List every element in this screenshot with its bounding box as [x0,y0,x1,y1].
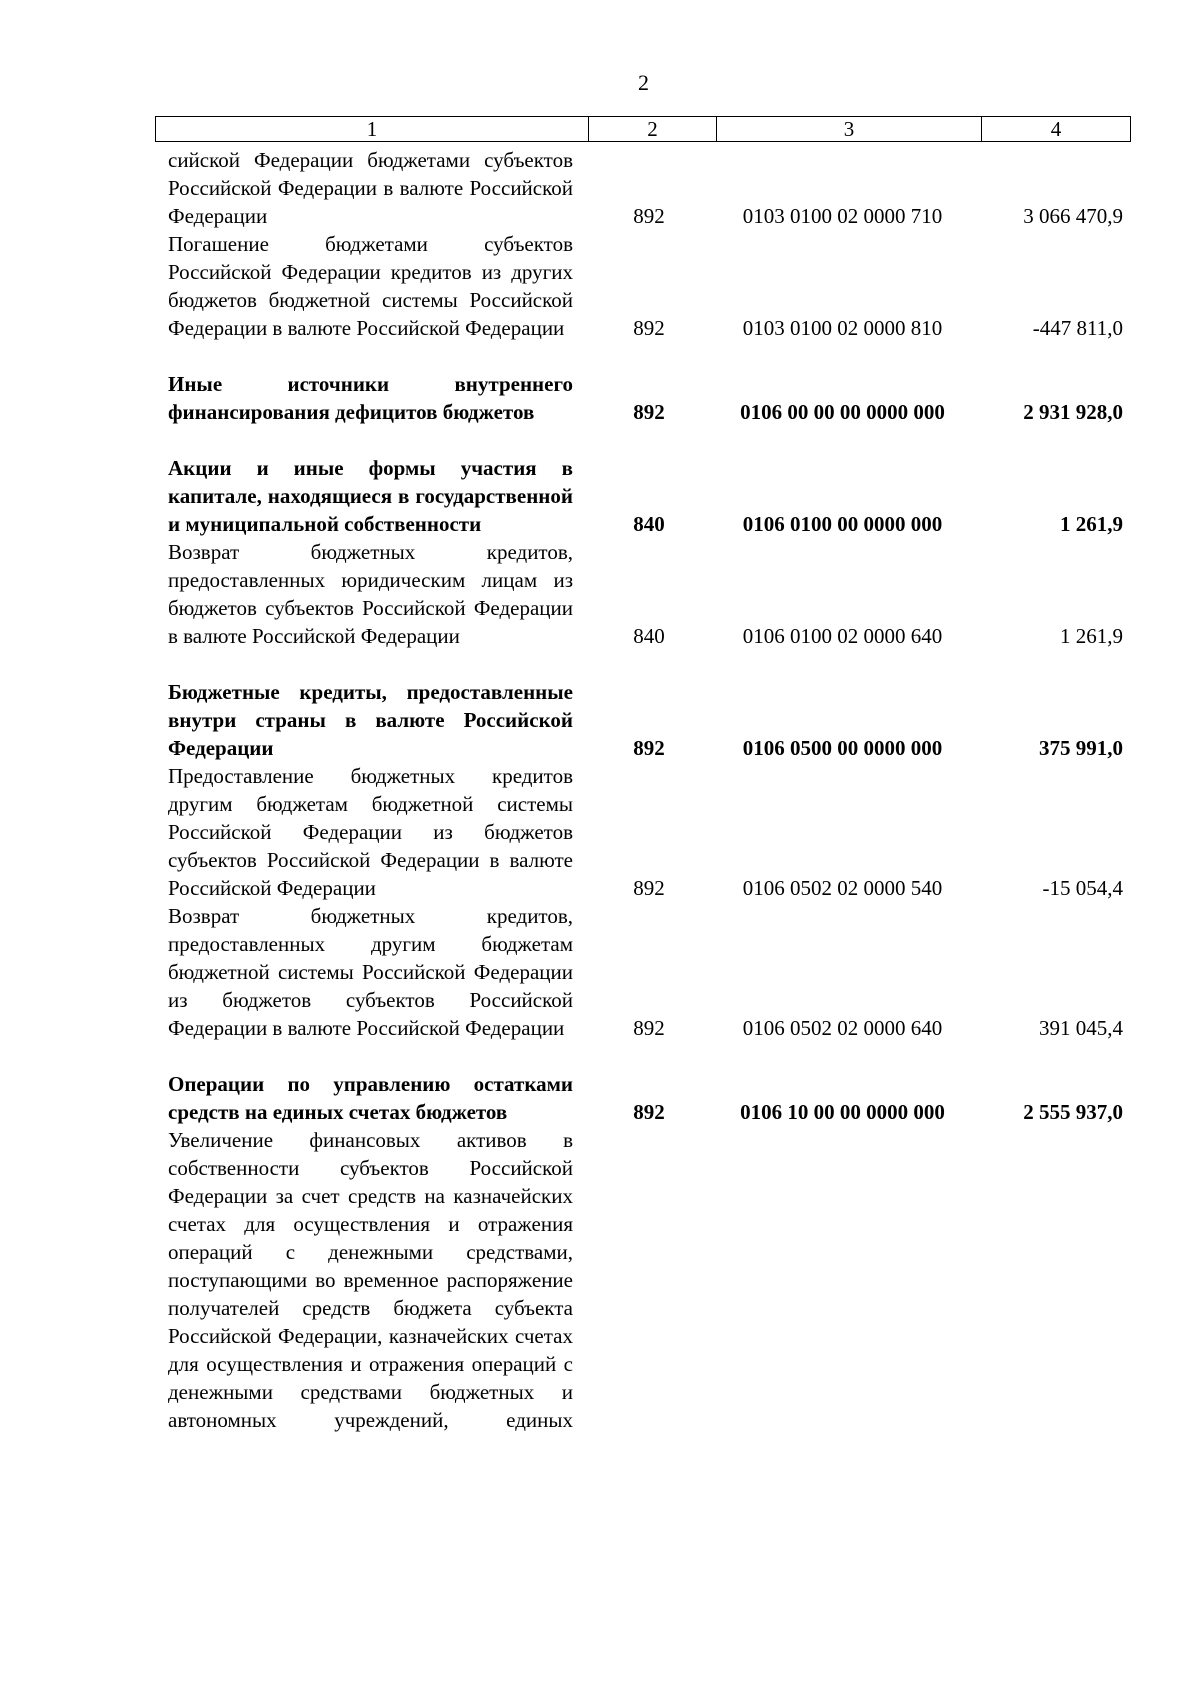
row-budget-code: 0103 0100 02 0000 810 [742,316,943,340]
row-admin-code: 892 [633,1016,665,1040]
row-description: Иные источники внутреннего финансирования дефицитов бюджетов [168,372,573,424]
table-row [0,538,1200,650]
row-amount: 391 045,4 [1039,1016,1123,1040]
page-number: 2 [638,70,649,95]
header-col-1: 1 [156,117,589,141]
row-description: Увеличение финансовых активов в собственности субъектов Российской Федерации за счет средств на казначейских счетах для осуществления и отражения операций с денежными средствами, поступающими во временное распоряжение получателей средств бюджета субъекта Российской Федерации, казначейских счетах для осуществления и отражения операций с денежными средствами бюджетных и автономных учреждений, единых [168,1128,573,1432]
row-budget-code: 0106 0502 02 0000 640 [742,1016,943,1040]
row-admin-code: 892 [633,316,665,340]
row-amount: 375 991,0 [1039,736,1123,760]
row-amount: 1 261,9 [1060,624,1123,648]
header-col-2: 2 [589,117,717,141]
row-admin-code: 892 [633,400,665,424]
table-row-section [0,454,1200,538]
row-description: Возврат бюджетных кредитов, предоставленных другим бюджетам бюджетной системы Российской Федерации из бюджетов субъектов Российской Федерации в валюте Российской Федерации [168,904,573,1040]
row-budget-code: 0106 0100 02 0000 640 [742,624,943,648]
table-row-section [0,678,1200,762]
row-budget-code: 0106 0100 00 0000 000 [742,512,943,536]
table-row [0,230,1200,342]
row-description: Бюджетные кредиты, предоставленные внутри страны в валюте Российской Федерации [168,680,573,760]
table-header [155,116,1131,142]
row-admin-code: 892 [633,876,665,900]
table-row [0,762,1200,902]
table-row [0,146,1200,230]
row-admin-code: 840 [633,512,665,536]
row-admin-code: 892 [633,1100,665,1124]
row-admin-code: 892 [633,736,665,760]
row-amount: -447 811,0 [1032,316,1123,340]
row-description: Предоставление бюджетных кредитов другим бюджетам бюджетной системы Российской Федерации из бюджетов субъектов Российской Федерации в валюте Российской Федерации [168,764,573,900]
header-col-4: 4 [1050,117,1062,141]
table-row-section [0,370,1200,426]
row-amount: 1 261,9 [1060,512,1123,536]
row-admin-code: 892 [633,204,665,228]
table-row-section [0,1070,1200,1126]
table-row [0,1126,1200,1434]
row-description: Погашение бюджетами субъектов Российской Федерации кредитов из других бюджетов бюджетной системы Российской Федерации в валюте Российской Федерации [168,232,573,340]
row-amount: 3 066 470,9 [1023,204,1123,228]
header-col-3: 3 [717,117,982,141]
row-budget-code: 0106 00 00 00 0000 000 [740,400,945,424]
row-description: Акции и иные формы участия в капитале, находящиеся в государственной и муниципальной собственности [168,456,573,536]
row-admin-code: 840 [633,624,665,648]
row-budget-code: 0106 0500 00 0000 000 [742,736,943,760]
row-amount: -15 054,4 [1042,876,1123,900]
row-description: Возврат бюджетных кредитов, предоставленных юридическим лицам из бюджетов субъектов Российской Федерации в валюте Российской Федерации [168,540,573,648]
row-description: Операции по управлению остатками средств на единых счетах бюджетов [168,1072,573,1124]
row-budget-code: 0106 10 00 00 0000 000 [740,1100,945,1124]
row-budget-code: 0106 0502 02 0000 540 [742,876,943,900]
row-description: сийской Федерации бюджетами субъектов Российской Федерации в валюте Российской Федерации [168,148,573,228]
row-amount: 2 931 928,0 [1023,400,1123,424]
table-body [0,146,1200,1434]
row-amount: 2 555 937,0 [1023,1100,1123,1124]
table-row [0,902,1200,1042]
row-budget-code: 0103 0100 02 0000 710 [742,204,943,228]
